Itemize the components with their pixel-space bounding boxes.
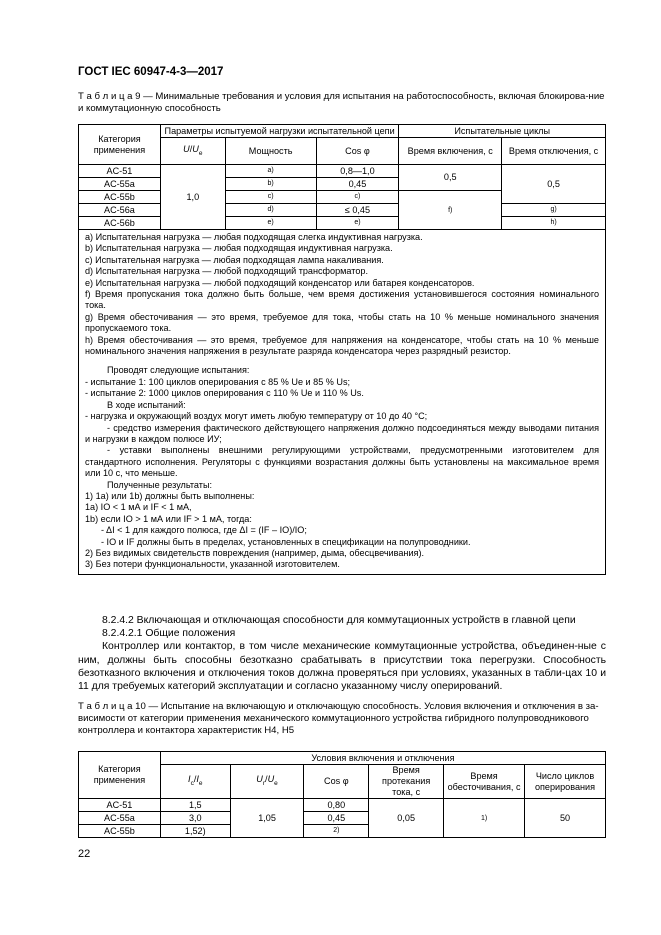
t9-cos: c) [316,191,399,204]
table9-caption: Т а б л и ц а 9 — Минимальные требования и условия для испытания на работоспособность, включая блокирова-ние и коммутационную способность [78,91,605,114]
note: e) Испытательная нагрузка — любой подходящий конденсатор или батарея конденсаторов. [85,277,475,288]
note: a) Испытательная нагрузка — любая подходящая слегка индуктивная нагрузка. [85,232,423,242]
t9-power: c) [225,191,316,204]
test-line: Проводят следующие испытания: [107,365,250,376]
note: b) Испытательная нагрузка — любая подходящая индуктивная нагрузка. [85,243,393,254]
t10-header-dead: Время обесточивания, с [444,765,525,799]
t9-header-on: Время включения, с [399,138,502,165]
t10-dead: 1) [444,799,525,838]
t9-cat: AC-55b [79,191,161,204]
t9-cat: AC-56b [79,217,161,230]
test-line: 1) 1a) или 1b) должны быть выполнены: [85,490,255,501]
paragraph: Контроллер или контактор, в том числе механические коммутационные устройства, объединен-ные с ним, должны быть способны безотказно срабатывать в присутствии тока перегрузки. Способность безотказного включения и отключения токов должна проверяться при условиях, указанных в табли-цах 10 и 11 для требуемых категорий эксплуатации и согласно указанному числу оперирований. [78,641,606,693]
t10-cat: AC-55b [79,825,161,838]
test-line: В ходе испытаний: [107,399,186,410]
t9-on-b: f) [399,191,502,230]
t10-header-category: Категория применения [79,752,161,799]
t10-header-cos: Cos φ [304,765,369,799]
t9-off-56a: g) [502,204,606,217]
test-line: 1a) IO < 1 мА и IF < 1 мА, [85,502,192,513]
test-line: - испытание 1: 100 циклов оперирования с 85 % Ue и 85 % Us; [85,376,351,387]
section-heading: 8.2.4.2 Включающая и отключающая способности для коммутационных устройств в главной цепи [102,615,576,626]
test-line: Полученные результаты: [107,479,213,490]
note: f) Время пропускания тока должно быть больше, чем время достижения установившегося состояния номинального тока. [85,289,599,311]
t9-header-params: Параметры испытуемой нагрузки испытательной цепи [160,125,398,138]
test-line: 1b) если IO > 1 мА или IF > 1 мА, тогда: [85,513,252,524]
test-line: - испытание 2: 1000 циклов оперирования с 110 % Ue и 110 % Us. [85,388,364,399]
t9-power: a) [225,165,316,178]
note: g) Время обесточивания — это время, требуемое для тока, чтобы стать на 10 % меньше номинального значения пропускаемого тока. [85,311,599,334]
t9-notes [79,230,606,575]
test-line: - уставки выполнены внешними регулирующими устройствами, предусмотренными изготовителем для стандартного исполнения. Регуляторы с функциями возрастания должны быть установлены на максимальное время или 10 с, что меньше. [85,445,599,479]
subsection-heading: 8.2.4.2.1 Общие положения [102,628,236,640]
t10-flow: 0,05 [369,799,444,838]
t9-header-power: Мощность [225,138,316,165]
table10 [78,751,606,838]
t10-header-ic: $I_c/I_e$ [160,765,230,799]
t9-cat: AC-55a [79,178,161,191]
table10-caption: Т а б л и ц а 10 — Испытание на включающую и отключающую способность. Условия включения и отключения в за-висимости от категории применения механического коммутационного устройства гибридного полупроводникового контроллера и контактора характеристик H4, H5 [78,701,599,736]
t9-header-u: $U/U_e$ [160,138,225,165]
t10-cos: 0,80 [304,799,369,812]
t10-cos: 0,45 [304,812,369,825]
t10-header-cycles: Число циклов оперирования [525,765,606,799]
t9-on-a: 0,5 [399,165,502,191]
t10-cat: AC-51 [79,799,161,812]
t10-ur: 1,05 [230,799,304,838]
page-number: 22 [78,848,91,860]
t10-cos: 2) [304,825,369,838]
t10-cycles: 50 [525,799,606,838]
t10-cat: AC-55a [79,812,161,825]
t9-cat: AC-56a [79,204,161,217]
t9-header-cos: Cos φ [316,138,399,165]
document-header: ГОСТ IEC 60947-4-3—2017 [78,66,224,78]
t9-cos: e) [316,217,399,230]
test-line: - ΔI < 1 для каждого полюса, где ΔI = (IF – IO)/IO; [101,525,307,536]
note: h) Время обесточивания — это время, требуемое для напряжения на конденсаторе, чтобы стать на 10 % меньше номинального значения напряжения в результате разряда конденсатора через разрядный резистор. [85,334,599,357]
t10-header-flow: Время протекания тока, с [369,765,444,799]
test-line: - нагрузка и окружающий воздух могут иметь любую температуру от 10 до 40 °C; [85,411,428,422]
t10-ic: 1,52) [160,825,230,838]
t9-off-a: 0,5 [502,165,606,204]
t9-power: d) [225,204,316,217]
table9 [78,124,606,575]
t9-header-cycles: Испытательные циклы [399,125,606,138]
t10-ic: 3,0 [160,812,230,825]
section-body [78,614,606,693]
t9-u-value: 1,0 [160,165,225,230]
t10-header-ur: $U_r/U_e$ [230,765,304,799]
t9-cat: AC-51 [79,165,161,178]
note: d) Испытательная нагрузка — любой подходящий трансформатор. [85,266,368,277]
t9-power: b) [225,178,316,191]
t9-cos: 0,45 [316,178,399,191]
t9-cos: 0,8—1,0 [316,165,399,178]
note: c) Испытательная нагрузка — любая подходящая лампа накаливания. [85,254,384,265]
test-line: 2) Без видимых свидетельств повреждения (например, дыма, обесцвечивания). [85,547,425,558]
test-line: - средство измерения фактического действующего напряжения должно подсоединяться между выводами питания и нагрузки в каждом полюсе ИУ; [85,422,599,444]
t9-power: e) [225,217,316,230]
test-line: - IO и IF должны быть в пределах, установленных в спецификации на полупроводники. [101,536,471,547]
t10-ic: 1,5 [160,799,230,812]
t9-cos: ≤ 0,45 [316,204,399,217]
test-line: 3) Без потери функциональности, указанной изготовителем. [85,559,340,570]
t9-header-off: Время отключения, с [502,138,606,165]
t10-header-conditions: Условия включения и отключения [160,752,605,765]
t9-header-category: Категория применения [79,125,161,165]
t9-off-56b: h) [502,217,606,230]
